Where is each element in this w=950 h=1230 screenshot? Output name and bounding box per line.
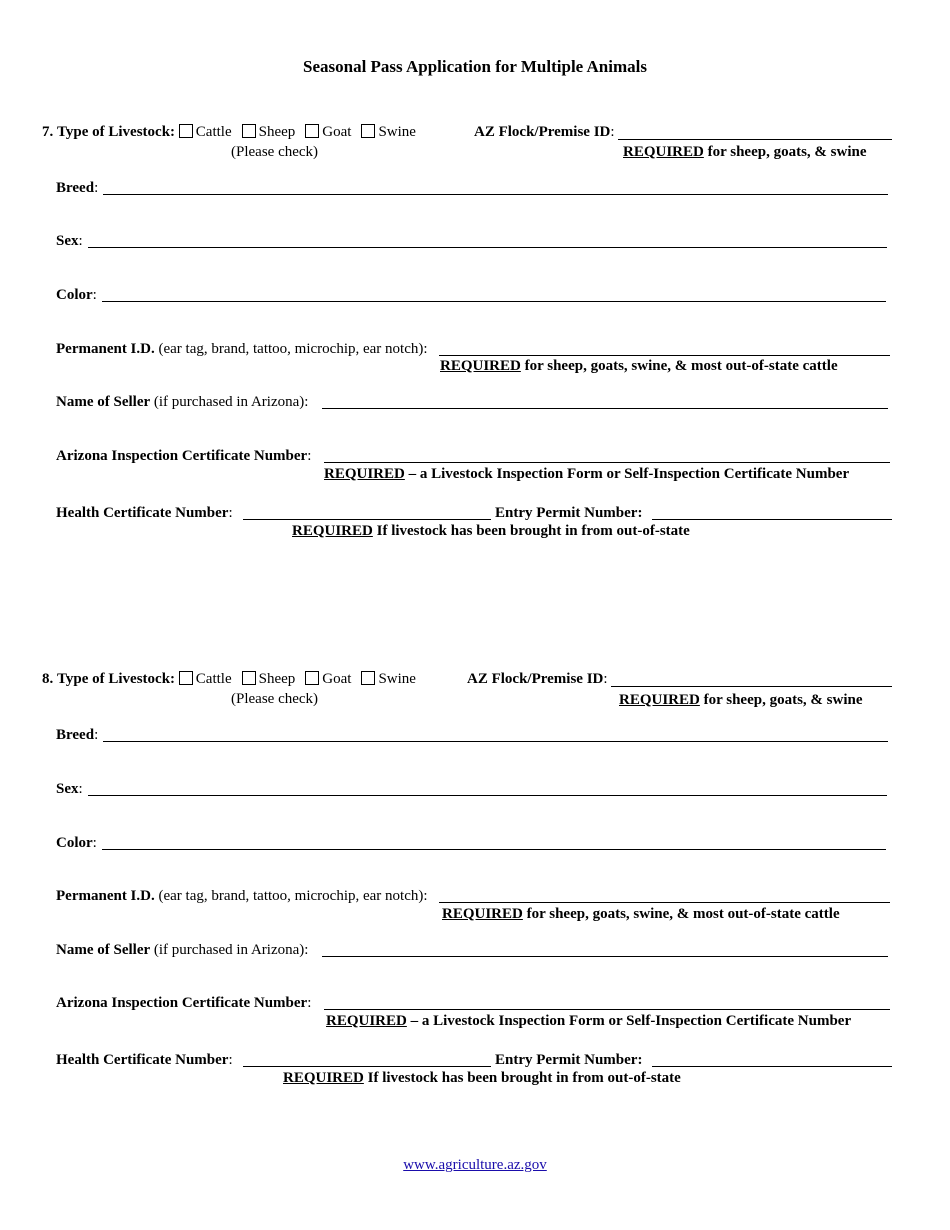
footer (0, 1156, 950, 1174)
inspection-required-note: REQUIRED – a Livestock Inspection Form or Self-Inspection Certificate Number (326, 1013, 852, 1029)
please-check-note: (Please check) (231, 691, 319, 707)
swine-checkbox[interactable] (361, 671, 375, 685)
livestock-type-row (42, 670, 426, 688)
page-title: Seasonal Pass Application for Multiple Animals (303, 57, 647, 76)
option-cattle[interactable]: Cattle (179, 124, 232, 140)
color-field[interactable] (102, 849, 886, 850)
inspection-required-note: REQUIRED – a Livestock Inspection Form or Self-Inspection Certificate Number (324, 466, 850, 482)
breed-label: Breed: (56, 727, 99, 743)
option-goat[interactable]: Goat (305, 124, 351, 140)
goat-checkbox[interactable] (305, 671, 319, 685)
flock-required-note: REQUIRED for sheep, goats, & swine (619, 692, 863, 708)
permanent-id-field[interactable] (439, 355, 890, 356)
flock-id-field[interactable] (618, 139, 892, 140)
option-swine[interactable]: Swine (361, 671, 416, 687)
breed-field[interactable] (103, 741, 888, 742)
inspection-cert-label: Arizona Inspection Certificate Number: (56, 995, 312, 1011)
flock-id-label: AZ Flock/Premise ID: (474, 124, 615, 140)
permanent-id-label: Permanent I.D. (ear tag, brand, tattoo, microchip, ear notch): (56, 341, 428, 357)
type-label: Type of Livestock: (57, 671, 176, 687)
seller-field[interactable] (322, 956, 888, 957)
section-number: 7. (42, 124, 54, 140)
seller-field[interactable] (322, 408, 888, 409)
flock-id-label: AZ Flock/Premise ID: (467, 671, 608, 687)
option-goat[interactable]: Goat (305, 671, 351, 687)
inspection-cert-label: Arizona Inspection Certificate Number: (56, 448, 312, 464)
permanent-id-required-note: REQUIRED for sheep, goats, swine, & most out-of-state cattle (440, 358, 838, 374)
health-cert-field[interactable] (243, 1066, 491, 1067)
permanent-id-required-note: REQUIRED for sheep, goats, swine, & most out-of-state cattle (442, 906, 840, 922)
permanent-id-label: Permanent I.D. (ear tag, brand, tattoo, microchip, ear notch): (56, 888, 428, 904)
type-label: Type of Livestock: (57, 124, 176, 140)
color-field[interactable] (102, 301, 886, 302)
footer-website-link[interactable]: www.agriculture.az.gov (403, 1157, 547, 1173)
health-cert-label: Health Certificate Number: (56, 1052, 233, 1068)
entry-permit-field[interactable] (652, 519, 892, 520)
breed-field[interactable] (103, 194, 888, 195)
health-required-note: REQUIRED If livestock has been brought in from out-of-state (283, 1070, 681, 1086)
sex-field[interactable] (88, 247, 887, 248)
entry-permit-label: Entry Permit Number: (495, 505, 643, 521)
health-cert-label: Health Certificate Number: (56, 505, 233, 521)
sex-label: Sex: (56, 233, 83, 249)
livestock-type-row (42, 123, 426, 141)
seller-label: Name of Seller (if purchased in Arizona): (56, 394, 309, 410)
option-swine[interactable]: Swine (361, 124, 416, 140)
entry-permit-label: Entry Permit Number: (495, 1052, 643, 1068)
inspection-cert-field[interactable] (324, 1009, 890, 1010)
sheep-checkbox[interactable] (242, 124, 256, 138)
sex-label: Sex: (56, 781, 83, 797)
cattle-checkbox[interactable] (179, 124, 193, 138)
health-required-note: REQUIRED If livestock has been brought in from out-of-state (292, 523, 690, 539)
sex-field[interactable] (88, 795, 887, 796)
please-check-note: (Please check) (231, 144, 319, 160)
health-cert-field[interactable] (243, 519, 491, 520)
seller-label: Name of Seller (if purchased in Arizona): (56, 942, 309, 958)
cattle-checkbox[interactable] (179, 671, 193, 685)
inspection-cert-field[interactable] (324, 462, 890, 463)
option-sheep[interactable]: Sheep (242, 124, 296, 140)
swine-checkbox[interactable] (361, 124, 375, 138)
flock-id-field[interactable] (611, 686, 892, 687)
option-cattle[interactable]: Cattle (179, 671, 232, 687)
option-sheep[interactable]: Sheep (242, 671, 296, 687)
sheep-checkbox[interactable] (242, 671, 256, 685)
section-number: 8. (42, 671, 54, 687)
goat-checkbox[interactable] (305, 124, 319, 138)
flock-required-note: REQUIRED for sheep, goats, & swine (623, 144, 867, 160)
entry-permit-field[interactable] (652, 1066, 892, 1067)
color-label: Color: (56, 287, 97, 303)
permanent-id-field[interactable] (439, 902, 890, 903)
color-label: Color: (56, 835, 97, 851)
breed-label: Breed: (56, 180, 99, 196)
